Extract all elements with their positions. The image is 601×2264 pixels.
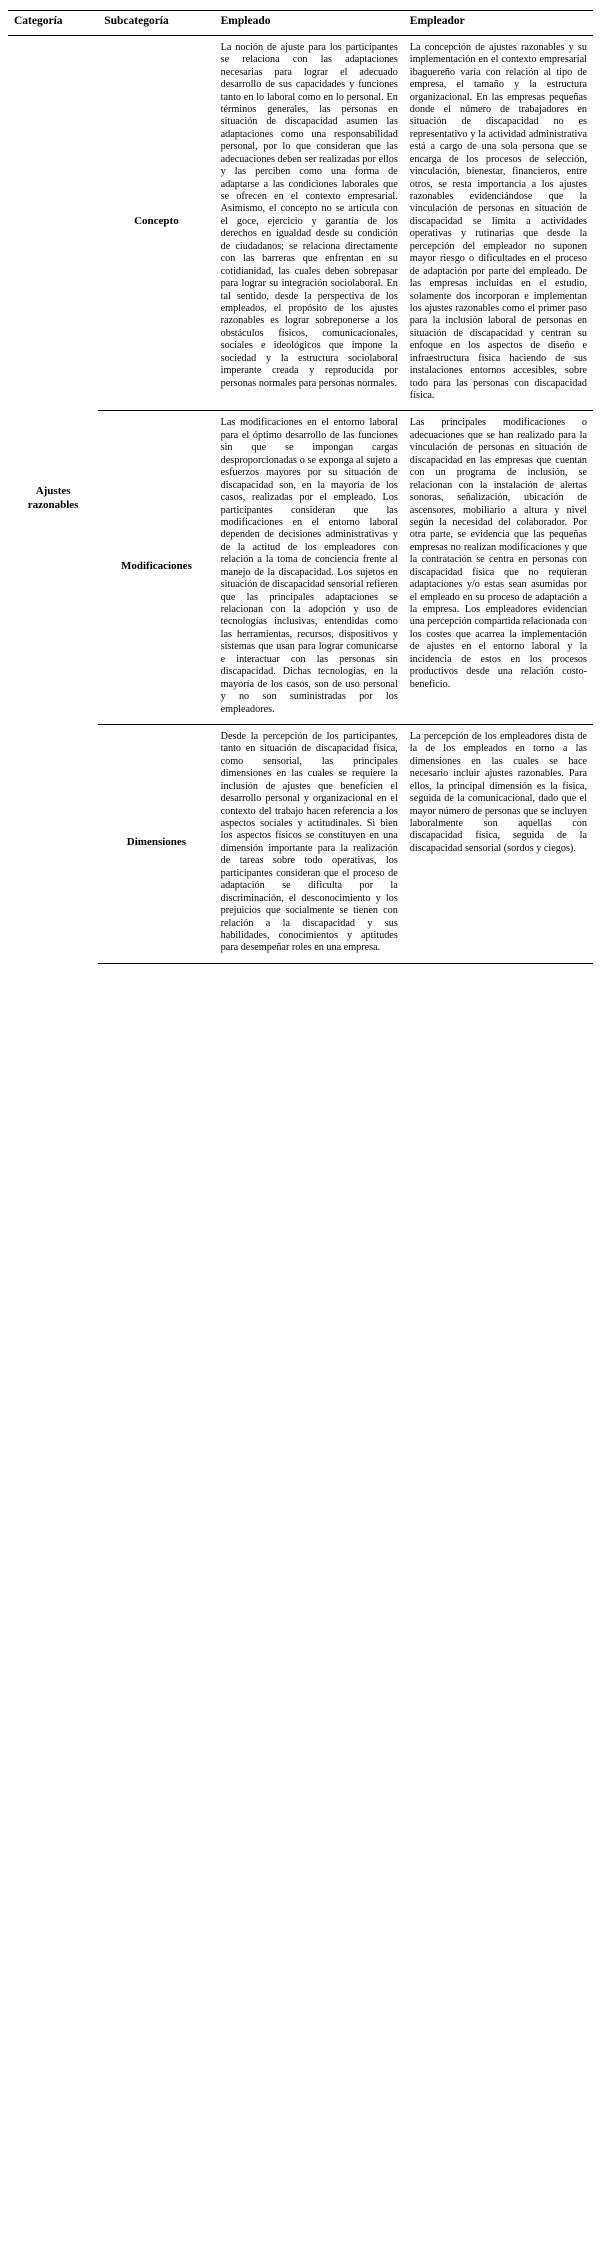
empleado-cell-concepto: La noción de ajuste para los participantes se relaciona con las adaptaciones necesarias para lograr el adecuado desarrollo de sus capacidades y funciones tanto en lo laboral como en lo personal. En términos generales, las personas en situación de discapacidad asumen las adaptaciones como una responsabilidad personal, por lo que consideran que las adecuaciones deben ser realizadas por ellos y las perciben como una forma de adaptarse a las condiciones laborales que se ofrecen en el contexto empresarial. Asimismo, el concepto no se articula con el goce, ejercicio y garantía de los derechos en igualdad desde su condición de ciudadanos; se relaciona directamente con las barreras que enfrentan en su cotidianidad, las cuales deben sobrepasar para lograr su integración sociolaboral. En tal sentido, desde la perspectiva de los empleados, el propósito de los ajustes razonables es lograr sobreponerse a los obstáculos físicos, comunicacionales, sociales e ideológicos que impone la sociedad y la estructura sociolaboral imperante creada y reproducida por personas normales para personas normales.	[220, 41, 398, 389]
document-page	[0, 0, 601, 976]
empleador-cell-concepto: La concepción de ajustes razonables y su implementación en el contexto empresarial ibaguereño varía con relación al tipo de empresa, el tamaño y la estructura organizacional. En las empresas pequeñas donde el número de trabajadores en situación de discapacidad no es representativo y la actividad administrativa está a cargo de una sola persona que se encarga de los procesos de selección, vinculación, bienestar, financieros, entre otros, se resta importancia a los ajustes razonables evidenciándose que la vinculación de personas en situación de discapacidad se limita a actividades operativas y rutinarias que desde la percepción del empleador no suponen mayor riesgo o dificultades en el proceso de adaptación por parte del empleado. De las empresas incluidas en el estudio, solamente dos incorporan e implementan los ajustes razonables como el primer paso para la inclusión laboral de personas en situación de discapacidad y centran su enfoque en los aspectos de diseño e infraestructura física haciendo de sus instalaciones entornos accesibles, sobre todo para las personas con discapacidad física.	[409, 41, 587, 402]
category-cell-ajustes-razonables: Ajustes razonables	[27, 484, 79, 511]
column-header-empleado: Empleado	[215, 11, 404, 36]
subcategory-cell-dimensiones: Dimensiones	[98, 724, 214, 963]
empleador-cell-dimensiones: La percepción de los empleadores dista de la de los empleados en torno a las dimensiones en las cuales se hace necesario incluir ajustes razonables. Para ellos, la principal dimensión es la física, seguida de la comunicacional, dado que el mayor número de personas que se incluyen laboralmente son aquellas con discapacidad física, seguida de la discapacidad sensorial (sordos y ciegos).	[404, 724, 593, 963]
results-matrix-table	[8, 10, 593, 964]
table-header	[8, 11, 593, 36]
table-body	[8, 35, 593, 963]
column-header-empleador: Empleador	[404, 11, 593, 36]
subcategory-cell-modificaciones: Modificaciones	[98, 411, 214, 725]
table-row	[8, 35, 593, 411]
empleado-cell-dimensiones: Desde la percepción de los participantes, tanto en situación de discapacidad física, como sensorial, las principales dimensiones en las cuales se requiere la inclusión de ajustes que beneficien el desarrollo personal y organizacional en el contexto del trabajo hacen referencia a los aspectos sociales y actitudinales. Si bien los aspectos físicos se constituyen en una dimensión importante para la realización de tareas sobre todo operativas, los participantes consideran que el proceso de adaptación se dificulta por la discriminación, el desconocimiento y los prejuicios que socialmente se tienen con relación a la discapacidad y sus habilidades, conocimientos y aptitudes para desempeñar roles en una empresa.	[215, 724, 404, 963]
empleador-cell-modificaciones: Las principales modificaciones o adecuaciones que se han realizado para la vinculación de personas en situación de discapacidad en las empresas que cuentan con un programa de inclusión, se relacionan con la instalación de alertas sonoras, señalización, ubicación de ascensores, mobiliario a altura y nivel según la necesidad del colaborador. Por otra parte, se evidencia que las pequeñas empresas no realizan modificaciones y que la contratación se centra en personas con discapacidad física que no requieran adaptaciones y/o estas sean asumidas por el empleado en su proceso de adaptación a la empresa. Los empleadores evidencian una percepción compartida relacionada con los costes que acarrea la implementación de ajustes en el entorno laboral y la incidencia de estos en los procesos productivos desde una relación costo-beneficio.	[404, 411, 593, 725]
table-header-row	[8, 11, 593, 36]
subcategory-cell-concepto: Concepto	[134, 215, 179, 228]
column-header-categoria: Categoría	[8, 11, 98, 36]
empleado-cell-modificaciones: Las modificaciones en el entorno laboral para el óptimo desarrollo de las funciones sin que se impongan cargas desproporcionadas o se exponga al sujeto a esfuerzos mayores por su situación de discapacidad son, en la mayoría de los casos, realizadas por el empleado. Los participantes consideran que las modificaciones en el entorno laboral dependen de decisiones administrativas y de la actitud de los empleadores con relación a la toma de conciencia frente al manejo de la discapacidad. Los sujetos en situación de discapacidad sensorial refieren que las principales adaptaciones se relacionan con la adopción y uso de tecnologías inclusivas, entendidas como las herramientas, recursos, dispositivos y sistemas que usan para lograr comunicarse e interactuar con las personas sin discapacidad. Dichas tecnologías, en la mayoría de los casos, son de uso personal y no son suministradas por los empleadores.	[215, 411, 404, 725]
column-header-subcategoria: Subcategoría	[98, 11, 214, 36]
